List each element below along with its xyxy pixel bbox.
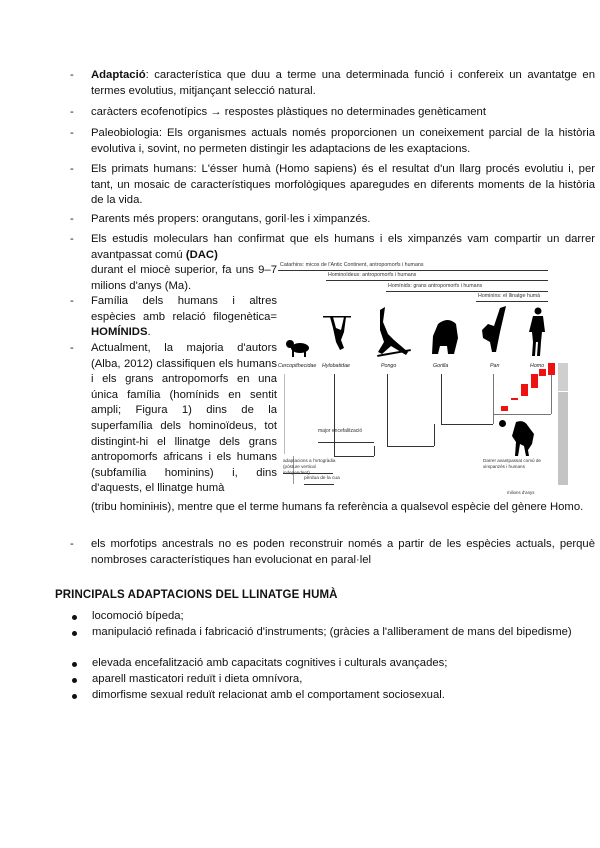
- bullet-dot: [72, 615, 77, 620]
- bullet-item: [72, 688, 599, 704]
- hominin-range-bar: [511, 398, 518, 400]
- dac-silhouette-icon: [508, 420, 538, 458]
- bracket-hominoideus: Hominoïdeus: antropomorfs i humans: [328, 272, 417, 278]
- tree-branch: [387, 446, 434, 447]
- term-hominids: HOMÍNIDS: [91, 326, 148, 339]
- dash-marker: -: [70, 213, 74, 225]
- list-item-estudis-moleculars: [70, 232, 595, 263]
- tree-branch: [551, 374, 552, 414]
- tree-branch: [374, 446, 375, 456]
- taxon-pongo: Pongo: [381, 363, 397, 369]
- item-text: Actualment, la majoria d'autors (Alba, 2012) classifiquen els humans i els grans antropomorfs en una única família (homínids en sentit ampli; Figura 1) dins de la superfamília dels hominoïdeus, tot distingint-hi el llinatge dels grans antropomorfs africans i els humans (subfamília hominins) i, dins d'aquests, el llinatge humà: [91, 342, 277, 495]
- dash-marker: -: [70, 127, 74, 139]
- trait-cua: pèrdua de la cua: [304, 476, 340, 481]
- bracket-line: [326, 280, 548, 281]
- dash-marker: -: [70, 342, 74, 354]
- tree-branch: [434, 424, 435, 446]
- tree-branch: [493, 414, 551, 415]
- hominin-range-bar: [521, 384, 528, 396]
- tree-branch: [334, 374, 335, 456]
- item-text: Els estudis moleculars han confirmat que els humans i els ximpanzés vam compartir un darrer avantpassat comú: [91, 233, 595, 261]
- list-item-hominids: [70, 294, 277, 341]
- item-text: Paleobiologia: Els organismes actuals només proporcionen un coneixement parcial de la història evolutiva i, sovint, no permeten distingir les adaptacions de les exaptacions.: [91, 127, 595, 155]
- bullet-text: aparell masticatori reduït i dieta omnívora,: [92, 673, 303, 685]
- epoch-miocene: [558, 392, 568, 485]
- dash-marker: -: [70, 295, 74, 307]
- trait-arrow: [318, 442, 374, 443]
- bullet-text: manipulació refinada i fabricació d'instruments; (gràcies a l'alliberament de mans del bipedisme): [92, 626, 572, 638]
- bullet-text: dimorfisme sexual reduït relacionat amb el comportament sociosexual.: [92, 689, 445, 701]
- item-text: caràcters ecofenotípics → respostes plàstiques no determinades genèticament: [91, 106, 486, 118]
- list-item-adaptacio: [70, 68, 595, 99]
- dash-marker: -: [70, 163, 74, 175]
- bullet-dot: [72, 694, 77, 699]
- taxon-pan: Pan: [490, 363, 500, 369]
- definition-text: : característica que duu a terme una determinada funció i confereix un avantatge en termes evolutius, mitjançant selecció natural.: [91, 69, 595, 97]
- bullet-dot: [72, 662, 77, 667]
- list-item-morfotips: [70, 537, 595, 568]
- list-item-parents-propers: [70, 212, 595, 228]
- bullet-item: [72, 656, 599, 672]
- item-text: Els primats humans: L'ésser humà (Homo sapiens) és el resultat d'un llarg procés evolutiu i, per tant, un mosaic de característiques morfològiques aparegudes en diferents moments de la història de la vida.: [91, 163, 595, 207]
- section-heading: PRINCIPALS ADAPTACIONS DEL LLINATGE HUMÀ: [55, 589, 338, 601]
- item-text: els morfotips ancestrals no es poden reconstruir només a partir de les espècies actuals, perquè nombroses característiques han evolucionat en paral·lel: [91, 538, 595, 566]
- taxon-gorilla: Gorilla: [433, 363, 449, 369]
- trait-ortogradia: adaptacions a l'ortogràdia (pòsture vertical independent): [283, 458, 336, 475]
- term-dac: (DAC): [185, 248, 218, 261]
- taxon-homo: Homo: [530, 363, 545, 369]
- primate-silhouettes-icon: [278, 302, 568, 362]
- trait-encefalitzacio: major encefalització: [318, 428, 363, 434]
- list-item-actualment: [70, 341, 277, 497]
- bullet-item: [72, 625, 599, 641]
- dac-node-icon: [499, 420, 506, 427]
- item-text: durant el miocè superior, fa uns 9–7 milions d'anys (Ma).: [91, 264, 277, 292]
- tree-branch: [493, 374, 494, 424]
- bracket-line: [386, 291, 548, 292]
- bullet-text: elevada encefalització amb capacitats cognitives i culturals avançades;: [92, 657, 448, 669]
- time-unit-label: milions d'anys: [507, 490, 535, 495]
- bullet-dot: [72, 631, 77, 636]
- dash-marker: -: [70, 69, 74, 81]
- list-item-actualment-cont: [70, 500, 595, 516]
- item-text: (tribu hominінis), mentre que el terme humans fa referència a qualsevol espècie del gènere Homo.: [91, 501, 584, 513]
- bracket-hominids: Homínids: grans antropomorfs i humans: [388, 283, 483, 289]
- list-item-primats-humans: [70, 162, 595, 209]
- hominin-range-bar: [539, 369, 546, 376]
- list-item-ecofenotipics: [70, 105, 595, 121]
- hominin-range-bar: [501, 406, 508, 411]
- tree-branch: [441, 424, 493, 425]
- trait-arrow: [283, 473, 333, 474]
- bullet-dot: [72, 678, 77, 683]
- bullet-item: [72, 609, 599, 625]
- punctuation: .: [147, 326, 151, 339]
- bracket-catarhins: Catarhins: micos de l'Antic Continent, antropomorfs i humans: [280, 262, 424, 268]
- dash-marker: -: [70, 538, 74, 550]
- bracket-line: [278, 270, 548, 271]
- trait-arrow: [304, 484, 334, 485]
- dash-marker: -: [70, 233, 74, 245]
- hominin-range-bar: [548, 363, 555, 375]
- tree-branch: [284, 374, 285, 454]
- bullet-text: locomoció bípeda;: [92, 610, 184, 622]
- list-item-estudis-moleculars-cont: [70, 263, 277, 294]
- tree-branch: [334, 456, 374, 457]
- bullet-item: [72, 672, 599, 688]
- taxon-cercopithecidae: Cercopithecidae: [278, 363, 317, 369]
- item-text: Parents més propers: orangutans, goril·les i ximpanzés.: [91, 213, 371, 225]
- epoch-pliocene: [558, 363, 568, 391]
- phylogeny-figure: [278, 262, 568, 495]
- hominin-range-bar: [531, 374, 538, 388]
- dash-marker: -: [70, 106, 74, 118]
- dac-label: Darrer avantpassat comú de ximpanzés i humans: [483, 458, 541, 469]
- bracket-hominins: Hominins: el llinatge humà: [478, 293, 541, 299]
- term-adaptacio: Adaptació: [91, 69, 146, 81]
- tree-branch: [441, 374, 442, 424]
- taxon-hylobatidae: Hylobatidae: [322, 363, 350, 369]
- list-item-paleobiologia: [70, 126, 595, 157]
- item-text: Família dels humans i altres espècies amb relació filogenètica=: [91, 295, 277, 323]
- tree-branch: [387, 374, 388, 446]
